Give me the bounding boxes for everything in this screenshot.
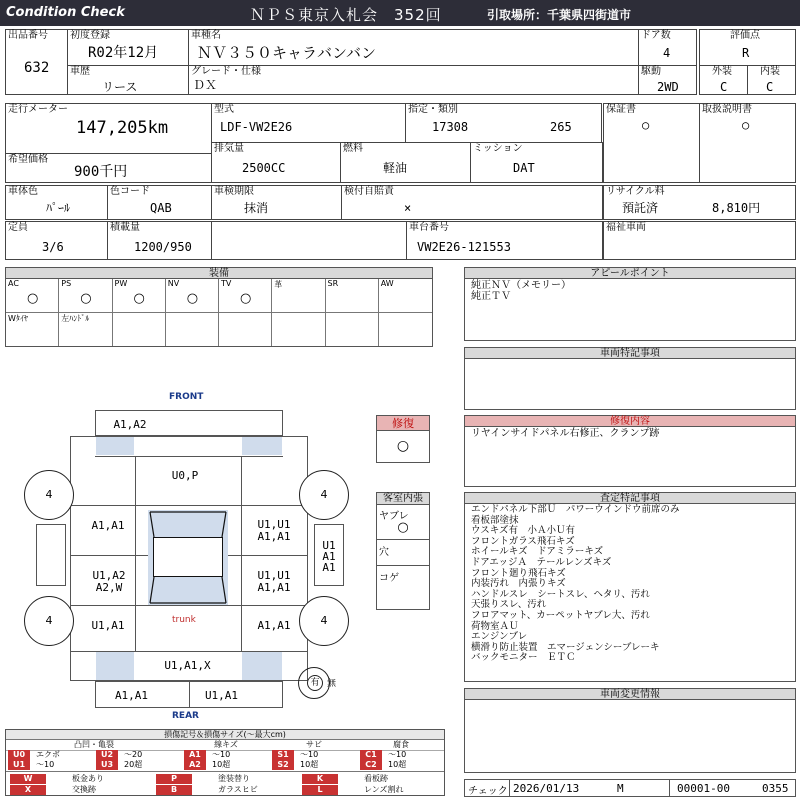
equipment-item: [379, 279, 432, 313]
chassis-label: 車台番号: [409, 222, 449, 233]
equipment-item: [326, 279, 379, 313]
legend-code: U1: [8, 760, 30, 770]
lot-number-cell: [5, 29, 68, 95]
legend-code: A1: [184, 750, 206, 760]
equipment-item: [6, 279, 59, 313]
liability-value: ×: [404, 201, 412, 215]
displacement-label: 排気量: [214, 143, 244, 154]
equipment-item: [59, 313, 112, 347]
equipment-label: NV: [167, 279, 180, 288]
special-notes-panel: [464, 347, 796, 410]
front-bumper-damage: A1,A2: [113, 418, 147, 431]
changes-panel: [464, 688, 796, 773]
model-value: LDF-VW2E26: [220, 120, 293, 134]
interior-panel: [376, 492, 430, 610]
meter-label: 走行メーター: [8, 104, 68, 115]
header-right: 引取場所：千葉県四街道市: [487, 8, 632, 22]
changes-title: 車両変更情報: [465, 689, 795, 700]
doors-label: ドア数: [641, 30, 671, 41]
warranty-label: 保証書: [606, 104, 636, 115]
header-bar: [0, 0, 800, 26]
legend-code: A2: [184, 760, 206, 770]
left-quarter-damage: U1,A1: [91, 619, 125, 632]
grade-cell: [699, 29, 796, 66]
spec-label: グレード・仕様: [191, 66, 261, 77]
legend-group-title: 線キズ: [182, 740, 270, 751]
check-code: M: [617, 782, 624, 795]
inspection-note-line: エンドパネル下部Ｕ パワーウインドウ前席のみ: [471, 504, 680, 515]
inspection-note-line: エンジンブレ: [471, 631, 528, 643]
equipment-item: [219, 313, 272, 347]
legend-code: P: [156, 774, 192, 784]
color-code: QAB: [150, 201, 172, 215]
burn-label: コゲ: [379, 573, 399, 584]
load-cell: [107, 221, 212, 260]
equipment-label: 革: [274, 280, 283, 289]
inspection-note-line: ホイールキズ ドアミラーキズ: [471, 546, 604, 558]
model-cell: [211, 103, 406, 143]
warranty-cell: [603, 103, 700, 183]
appeal-line: 純正ＮＶ（メモリー）: [471, 280, 571, 291]
mission-label: ミッション: [473, 143, 523, 154]
body-color-label: 車体色: [8, 186, 38, 197]
equipment-item: [6, 313, 59, 347]
check-label: チェック: [468, 786, 508, 797]
spec-value: ＤＸ: [193, 78, 218, 92]
chassis-cell: [406, 221, 603, 260]
inspection-notes-lines: [471, 505, 680, 664]
interior-title: 客室内張: [377, 493, 429, 505]
interior-grade-label: 内装: [760, 66, 780, 77]
grade-label: 評価点: [730, 30, 760, 41]
desired-price: 900千円: [74, 164, 128, 180]
equipment-value: ○: [80, 291, 92, 306]
interior-grade: C: [766, 80, 774, 94]
fuel-cell: [340, 142, 471, 183]
legend-meaning: レンズ割れ: [364, 785, 404, 794]
check-date: 2026/01/13: [513, 782, 580, 795]
repair-detail-panel: [464, 415, 796, 487]
color-code-label: 色コード: [110, 186, 150, 197]
equipment-value: ○: [239, 291, 252, 306]
fuel-value: 軽油: [383, 161, 408, 175]
car-name-label: 車種名: [191, 30, 221, 41]
legend-meaning: 〜10: [388, 750, 407, 759]
first-registration-cell: [67, 29, 189, 66]
warranty-value: ○: [642, 118, 650, 132]
appeal-title: アピールポイント: [465, 268, 795, 279]
legend-group-title: 腐食: [358, 740, 444, 751]
spare-present: 有: [307, 675, 323, 691]
equipment-value: ○: [186, 291, 199, 306]
reference-number: 0355: [762, 782, 789, 795]
legend-meaning: 〜10: [300, 750, 319, 759]
grade-value: R: [742, 46, 750, 60]
equipment-item: [113, 279, 166, 313]
repair-title: 修復: [377, 416, 429, 431]
welfare-cell: [603, 221, 796, 260]
drive-label: 駆動: [641, 66, 661, 77]
equipment-label: PW: [114, 279, 128, 288]
equipment-item: [219, 279, 272, 313]
category-value: 265: [550, 120, 572, 134]
header-left: Condition Check: [6, 5, 125, 20]
legend-meaning: 塗装替り: [218, 774, 250, 783]
lot-number: 632: [24, 60, 50, 76]
drive-value: 2WD: [657, 80, 679, 94]
rear-bumper-right-damage: U1,A1: [204, 689, 239, 702]
equipment-label: TV: [221, 279, 232, 288]
capacity-cell: [5, 221, 108, 260]
equipment-item: [166, 279, 219, 313]
repair-detail-title: 修復内容: [465, 416, 795, 427]
inspection-note-line: ハンドルスレ シートスレ、ヘタリ、汚れ: [471, 588, 650, 600]
front-right-door-damage: U1,U1 A1,A1: [257, 518, 291, 543]
history-cell: [67, 65, 189, 95]
spare-absent: 無: [327, 679, 337, 689]
body-color: ﾊﾟｰﾙ: [46, 201, 71, 215]
inspection-note-line: 天張りスレ、汚れ: [471, 599, 547, 611]
welfare-label: 福祉車両: [606, 222, 646, 233]
legend-meaning: 10超: [212, 760, 231, 769]
inspection-notes-title: 査定特記事項: [465, 493, 795, 504]
legend-meaning: ガラスヒビ: [218, 785, 258, 794]
equipment-title: 装備: [6, 268, 432, 279]
equipment-table: [5, 267, 433, 347]
legend-code: U2: [96, 750, 118, 760]
drive-cell: [638, 65, 697, 95]
legend-meaning: 10超: [300, 760, 319, 769]
inspection-note-line: バックモニター ＥＴＣ: [471, 652, 576, 664]
designation-label: 指定・類別: [408, 104, 458, 115]
equipment-label: SR: [327, 279, 339, 288]
legend-meaning: 10超: [388, 760, 407, 769]
footer-bar: [464, 779, 796, 797]
body-color-cell: [5, 185, 108, 220]
reference-code: 00001-00: [677, 782, 730, 795]
equipment-label: 左ﾊﾝﾄﾞﾙ: [61, 313, 90, 323]
legend-group-title: サビ: [270, 740, 358, 751]
legend-code: S2: [272, 760, 294, 770]
legend-meaning: 看板跡: [364, 774, 388, 783]
recycle-label: リサイクル料: [606, 186, 665, 197]
displacement-cell: [211, 142, 341, 183]
chassis-number: VW2E26-121553: [417, 240, 511, 254]
inspection-note-line: 看板部塗抹: [471, 514, 519, 526]
rear-right-door-damage: U1,U1 A1,A1: [257, 569, 291, 594]
equipment-label: Wﾀｲﾔ: [8, 313, 28, 323]
rear-left-door-damage: U1,A2 A2,W: [92, 569, 126, 594]
legend-meaning: 〜10: [36, 760, 55, 769]
left-side-mirror: [36, 524, 66, 586]
tire-rear-right: 4: [299, 596, 349, 646]
right-side-damage: U1 A1 A1: [322, 539, 336, 574]
doors-cell: [638, 29, 697, 66]
legend-title: 損傷記号＆損傷サイズ(〜最大cm): [6, 730, 444, 740]
manual-cell: [699, 103, 796, 183]
meter-cell: [5, 103, 212, 154]
inspection-note-line: フロアマット、カーペットヤブレ大、汚れ: [471, 609, 650, 621]
manual-label: 取扱説明書: [702, 104, 752, 115]
liability-cell: [341, 185, 603, 220]
blank-cell: [211, 221, 407, 260]
equipment-label: AC: [8, 279, 19, 288]
trunk-label: trunk: [172, 615, 196, 625]
tire-front-left: 4: [24, 470, 74, 520]
designation-value: 17308: [432, 120, 469, 134]
appeal-panel: [464, 267, 796, 341]
tear-value: ○: [397, 520, 409, 535]
cabin-frame-lines: [148, 510, 228, 605]
desired-price-label: 希望価格: [8, 154, 48, 165]
liability-label: 検付自賠責: [344, 186, 394, 197]
hood-damage: U0,P: [171, 469, 199, 482]
interior-grade-cell: [747, 65, 796, 95]
special-notes-title: 車両特記事項: [465, 348, 795, 359]
equipment-label: PS: [61, 279, 72, 288]
inspection-note-line: ウスキズ有 小Ａ小Ｕ有: [471, 525, 576, 537]
exterior-label: 外装: [712, 66, 732, 77]
appeal-line: 純正ＴＶ: [471, 291, 511, 302]
doors-count: 4: [663, 46, 671, 60]
legend-meaning: 〜10: [212, 750, 231, 759]
inspection-note-line: 荷物室ＡＵ: [471, 620, 519, 632]
recycle-status: 預託済: [622, 201, 659, 215]
capacity-label: 定員: [8, 222, 28, 233]
inspection-note-line: 内装汚れ 内張りキズ: [471, 578, 566, 590]
tire-front-right: 4: [299, 470, 349, 520]
exterior-grade: C: [720, 80, 728, 94]
repair-value: ○: [396, 438, 410, 454]
back-door-damage: U1,A1,X: [164, 659, 211, 672]
fuel-label: 燃料: [343, 143, 363, 154]
equipment-item: [272, 313, 325, 347]
car-name: ＮＶ３５０キャラバンバン: [197, 44, 376, 62]
legend-meaning: 交換跡: [72, 785, 96, 794]
designation-cell: [405, 103, 602, 143]
color-code-cell: [107, 185, 212, 220]
equipment-item: [379, 313, 432, 347]
mission-value: DAT: [513, 161, 535, 175]
equipment-item: [166, 313, 219, 347]
spec-cell: [188, 65, 639, 95]
legend-meaning: 板金あり: [72, 774, 104, 783]
inspection-value: 抹消: [244, 201, 269, 215]
inspection-cell: [211, 185, 342, 220]
capacity-value: 3/6: [42, 240, 64, 254]
legend-code: W: [10, 774, 46, 784]
load-value: 1200/950: [134, 240, 192, 254]
exterior-cell: [699, 65, 748, 95]
legend-code: C1: [360, 750, 382, 760]
damage-legend: [5, 729, 445, 796]
history-value: リース: [102, 80, 138, 94]
registration-date: R02年12月: [88, 45, 159, 61]
legend-meaning: エクボ: [36, 750, 60, 759]
mission-cell: [470, 142, 603, 183]
recycle-amount: 8,810円: [712, 201, 761, 215]
appeal-lines: [471, 280, 571, 302]
inspection-note-line: フロントガラス飛石キズ: [471, 535, 575, 547]
legend-code: C2: [360, 760, 382, 770]
equipment-label: AW: [380, 279, 394, 288]
legend-code: K: [302, 774, 338, 784]
manual-value: ○: [742, 118, 750, 132]
car-name-cell: [188, 29, 639, 66]
desired-price-cell: [5, 153, 212, 183]
equipment-item: [326, 313, 379, 347]
displacement-value: 2500CC: [242, 161, 286, 175]
inspection-note-line: フロント廻り飛石キズ: [471, 567, 566, 579]
registration-label: 初度登録: [70, 30, 110, 41]
tear-label: ヤブレ: [379, 511, 409, 522]
repair-box: [376, 415, 430, 463]
legend-meaning: 〜20: [124, 750, 143, 759]
inspection-label: 車検期限: [214, 186, 254, 197]
history-label: 車歴: [70, 66, 90, 77]
legend-code: L: [302, 785, 338, 795]
right-quarter-damage: A1,A1: [257, 619, 291, 632]
tire-rear-left: 4: [24, 596, 74, 646]
inspection-note-line: ドアエッジＡ テールレンズキズ: [471, 556, 612, 568]
front-label: FRONT: [169, 392, 204, 402]
meter-value: 147,205km: [76, 118, 169, 138]
rear-label: REAR: [172, 711, 199, 721]
model-label: 型式: [214, 104, 234, 115]
repair-detail-text: リヤインサイドパネル右修正、クランプ跡: [471, 428, 660, 439]
legend-meaning: 20超: [124, 760, 143, 769]
equipment-value: ○: [133, 291, 145, 306]
legend-code: B: [156, 785, 192, 795]
recycle-cell: [603, 185, 796, 220]
hole-label: 穴: [379, 547, 389, 558]
legend-group-title: 凸凹・亀裂: [6, 740, 182, 751]
header-center: ＮＰＳ東京入札会 352回: [250, 6, 442, 24]
inspection-notes-panel: [464, 492, 796, 682]
rear-bumper-left-damage: A1,A1: [114, 689, 149, 702]
load-label: 積載量: [110, 222, 140, 233]
equipment-item: [113, 313, 166, 347]
equipment-value: ○: [26, 291, 39, 306]
inspection-note-line: 横滑り防止装置 エマージェンシーブレーキ: [471, 641, 660, 653]
legend-code: U0: [8, 750, 30, 760]
equipment-item: [272, 279, 325, 313]
legend-code: X: [10, 785, 46, 795]
equipment-item: [59, 279, 112, 313]
legend-code: U3: [96, 760, 118, 770]
legend-code: S1: [272, 750, 294, 760]
front-left-door-damage: A1,A1: [91, 519, 125, 532]
lot-label: 出品番号: [8, 30, 48, 41]
